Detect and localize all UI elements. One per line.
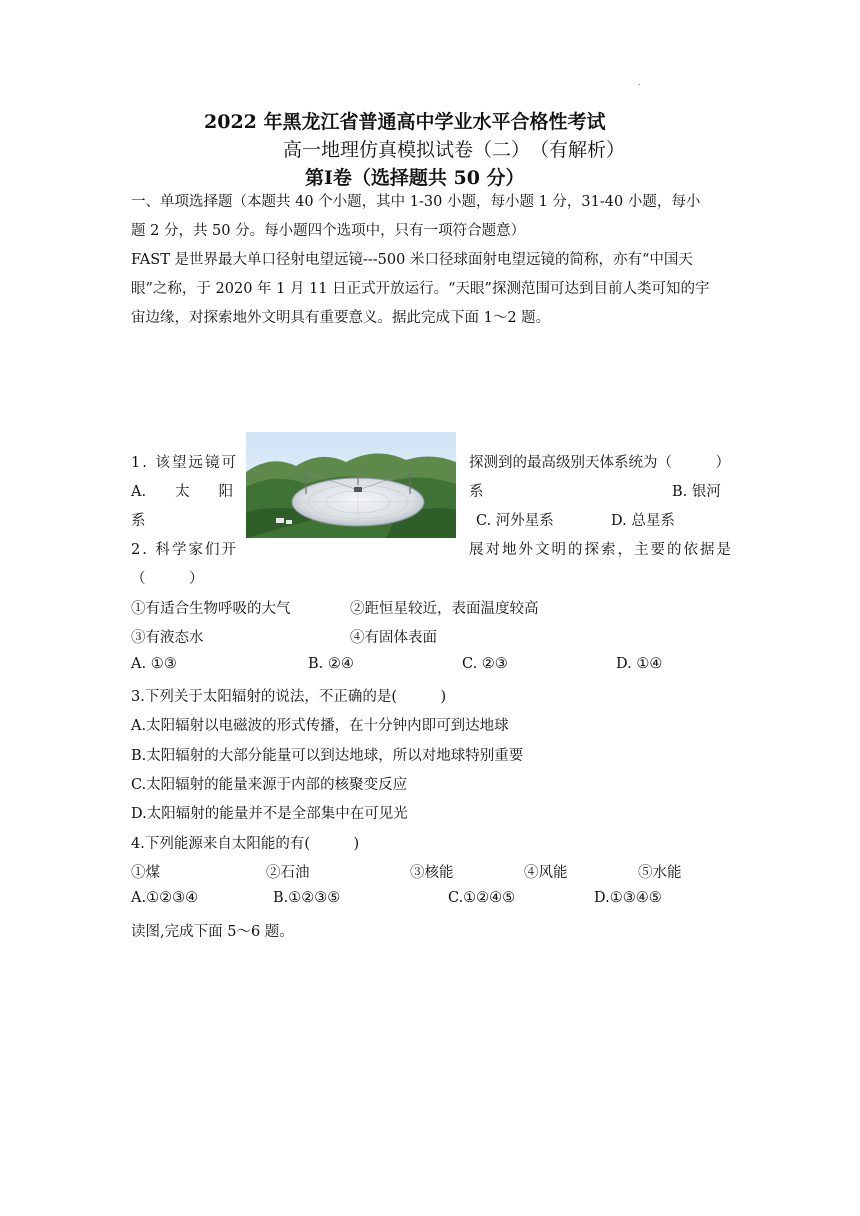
q3-stem: 3.下列关于太阳辐射的说法，不正确的是( ) [131,689,447,705]
q4-source-5: ⑤水能 [638,865,682,881]
instructions-line-2: 题 2 分，共 50 分。每小题四个选项中，只有一项符合题意） [131,223,526,239]
passage-line-1: FAST 是世界最大单口径射电望远镜---500 米口径球面射电望远镜的简称，亦有“中国天 [131,252,693,268]
instructions-line-1: 一、单项选择题（本题共 40 个小题，其中 1-30 小题，每小题 1 分，31-40 小题，每小 [131,194,701,210]
q2-statement-4: ④有固体表面 [350,630,437,646]
q3-option-b: B.太阳辐射的大部分能量可以到达地球，所以对地球特别重要 [131,748,524,764]
q2-stem-right: 展对地外文明的探索，主要的依据是 [469,542,733,558]
q3-option-d: D.太阳辐射的能量并不是全部集中在可见光 [131,806,408,822]
q4-source-3: ③核能 [410,865,454,881]
q3-option-a: A.太阳辐射以电磁波的形式传播，在十分钟内即可到达地球 [131,718,509,734]
q4-stem: 4.下列能源来自太阳能的有( ) [131,836,360,852]
q4-option-c: C.①②④⑤ [448,890,516,906]
document-subtitle: 高一地理仿真模拟试卷（二） （有解析） [283,139,626,161]
q1-stem-right: 探测到的最高级别天体系统为（ ） [469,455,730,471]
q2-statement-2: ②距恒星较近，表面温度较高 [350,601,539,617]
q4-option-d: D.①③④⑤ [594,890,662,906]
fast-telescope-photo [246,432,456,538]
document-title: 2022 年黑龙江省普通高中学业水平合格性考试 [204,111,606,133]
q4-source-2: ②石油 [266,865,310,881]
q1-option-a-cont: 系 [469,484,484,500]
next-questions-prompt: 读图,完成下面 5～6 题。 [131,924,294,940]
passage-line-2: 眼”之称，于 2020 年 1 月 11 日正式开放运行。“天眼”探测范围可达到目前人类可知的宇 [131,281,710,297]
q2-option-a: A. ①③ [131,656,177,672]
q1-stem-left: 1. 该望远镜可 [131,455,238,471]
q2-stem-cont: （ ） [131,571,204,587]
q2-stem-left: 2. 科学家们开 [131,542,238,558]
passage-line-3: 宙边缘，对探索地外文明具有重要意义。据此完成下面 1～2 题。 [131,310,551,326]
q2-statement-3: ③有液态水 [131,630,204,646]
q4-option-a: A.①②③④ [131,890,199,906]
q1-option-c: C. 河外星系 [476,513,554,529]
q3-option-c: C.太阳辐射的能量来源于内部的核聚变反应 [131,777,408,793]
q2-option-d: D. ①④ [616,656,663,672]
q4-source-1: ①煤 [131,865,160,881]
section-title: 第Ⅰ卷（选择题共 50 分） [305,167,525,189]
corner-mark: . [638,78,641,87]
q1-option-b: B. 银河 [672,484,721,500]
q2-statement-1: ①有适合生物呼吸的大气 [131,601,291,617]
q4-source-4: ④风能 [524,865,568,881]
q4-option-b: B.①②③⑤ [273,890,341,906]
q2-option-b: B. ②④ [308,656,354,672]
q1-option-b-cont: 系 [131,513,146,529]
q2-option-c: C. ②③ [462,656,508,672]
q1-option-a: A. 太 阳 [131,484,234,500]
q1-option-d: D. 总星系 [611,513,675,529]
